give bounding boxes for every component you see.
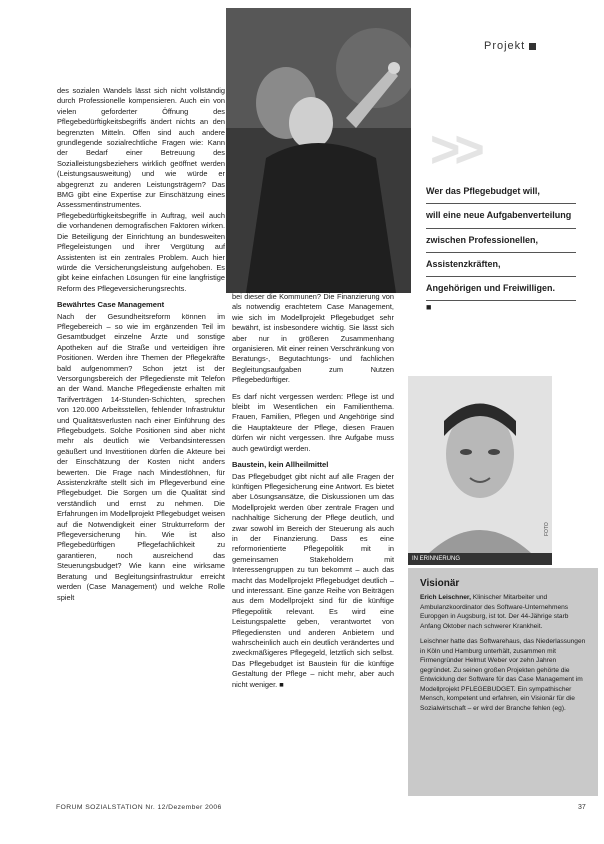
article-photo-elderly (226, 8, 411, 293)
section-square-icon (529, 43, 536, 50)
col2-paragraph-2: Es darf nicht vergessen werden: Pflege ist und bleibt im Wesentlichen ein Familienthema. Frauen, Familien, Pflegen und Angehörige sind die Hauptakteure der Pflege, diesen Frauen dürfen wir nicht vergessen. Ihre Aufgabe muss auch gewürdigt werden. (232, 391, 394, 453)
col2-subheading: Baustein, kein Allheilmittel (232, 460, 329, 470)
col1-paragraph-2: Nach der Gesundheitsreform können im Pflegebereich – so wie im ergänzenden Teil im Gesamtbudget einzelne Ärzte und sonstige Apotheken auf die Straße und verteidigen ihre Positionen. Werden ihre Themen der Pflegekräfte bald aufgenommen? Schon jetzt ist der Versorgungsbereich der Pflegedienste mit Telefon an der Wand. Manche Pflegedienste erhalten mit Tarifverträgen 14-Stunden-Schichten, sprechen von 120.000 Arbeitsstellen, fehlender Infrastruktur und Qualitätsverlusten nach einer Einführung des Pflegebudgets. Solche Positionen sind aber nicht mehr als deutlich wie Verbandsinteressen geäußert und Investitionen dürfen die Akteure bei der Einschätzung der Kosten nicht anders bewerten. Die Frage nach Mindestlöhnen, für Assistenzkräfte stellt sich im Pflegeverbund eine Pflegebudget. Die Sorgen um die Qualität sind verständlich und ernst zu nehmen. Die Erfahrungen im Modellprojekt Pflegebudget weisen auf die Notwendigkeit einer Strukturreform der Pflegeversicherung hin. Wie ist also Pflegebedürftigen Pflegefachlichkeit zu garantieren, noch ausreichend das Steuerungsbudget? Wie kann eine wirksame Beratung und Begleitungsinfrastruktur erreicht werden (Case Management) und welche Rolle spielt (57, 311, 225, 602)
page-number: 37 (578, 804, 586, 811)
obituary-title: Visionär (420, 578, 460, 589)
pull-quote-end-mark: ■ (426, 302, 432, 313)
section-label: Projekt (484, 40, 526, 52)
obituary-paragraph-1-text: Klinischer Mitarbeiter und Ambulanzkoordinator des Software-Unternehmens Europgen in Augsburg, ist tot. Der 44-Jährige starb Anfang Oktober nach schwerer Krankheit. (420, 594, 569, 630)
obituary-paragraph-2: Leischner hatte das Softwarehaus, das Niederlassungen in Köln und Hamburg unterhält, zusammen mit Firmengründer Helmut Weber vor zehn Jahren gegründet. Zu seinen großen Projekten gehörte die Entwicklung der Software für das Case Management im Modellprojekt PFLEGEBUDGET. Ein sympathischer Mensch, kompetent und erfahren, ein Visionär für die Sozialwirtschaft – er wird der Branche fehlen (eg). (420, 638, 586, 712)
photo-caption: IN ERINNERUNG (408, 553, 552, 565)
col2-paragraph-3 (232, 472, 394, 691)
obituary-name: Erich Leischner, (420, 594, 471, 601)
pull-quote-line: Assistenzkräften, (426, 253, 576, 277)
end-mark-icon: ■ (279, 679, 284, 689)
col1-paragraph-1: des sozialen Wandels lässt sich nicht vollständig durch Professionelle kompensieren. Auch ein von vielen geforderter Öffnung des Pflegebedürftigkeitsbegriffs ändert nichts an den begrenzten Mitteln. Offen sind auch andere grundlegende sozialrechtliche Fragen wie: Kann der Bedarf einer Betreuung des Sozialleistungsbeziehers wirklich geöffnet werden (Leistungsausweitung) und wie würde er abgegrenzt zu anderen Leistungsträgern? Das BMG gibt eine Expertise zur Einschätzung eines Assessmentinstrumentes. Pflegebedürftigkeitsbegriffe in Auftrag, weil auch die vorhandenen demografischen Faktoren wirken. Die Beteiligung der Einrichtung an bundesweiten Pflegeleistungen und ihrer Vergütung auf Assistenten ist ein zentrales Problem. Auch hier würde die Versicherungsleistung aufgehoben. Es gibt keine einfachen Lösungen für eine langfristige Reform des Pflegeversicherungsrechts. (57, 86, 225, 293)
article-column-1 (57, 86, 225, 603)
pull-quote (426, 180, 576, 313)
journal-footer: FORUM SOZIALSTATION Nr. 12/Dezember 2006 (56, 804, 222, 811)
portrait-illustration (408, 376, 552, 564)
decorative-arrows: >> (430, 121, 479, 179)
col2-paragraph-1: bei dieser die Kommunen? Die Finanzierung von als notwendig erachtetem Case Management, wie sich im Modellprojekt Pflegebudget sehr bewährt, ist insbesondere wichtig. Sie lässt sich aber nur in größeren Zusammenhang organisieren. Mit einer reinen Verschränkung von Beratungs-, Begutachtungs- und fachlichen Begleitungsaufgaben zum Nutzen Pflegebedürftiger. (232, 292, 394, 385)
photo-credit: FOTO (544, 522, 550, 536)
obituary-paragraph-1 (420, 593, 586, 631)
photo-illustration (226, 8, 411, 293)
pull-quote-line: will eine neue Aufgabenverteilung (426, 204, 576, 228)
pull-quote-line: Wer das Pflegebudget will, (426, 180, 576, 204)
pull-quote-line: Angehörigen und Freiwilligen. (426, 277, 576, 301)
col2-paragraph-3-text: Das Pflegebudget gibt nicht auf alle Fragen der künftigen Pflegesicherung eine Antwort. Es bietet aber Lösungsansätze, die Diskussionen um das Modellprojekt werden über zentrale Fragen und nachhaltige Sicherung der Pflege deutlich, und zwar sowohl im Bereich der Steuerung als auch in der Finanzierung. Dass es eine reformorientierte Pflegepolitik mit in gemeinsamen Stakeholdern mit Interessengruppen zu tun bekommt – auch das macht das Modellprojekt Pflegebudget deutlich – und interessant. Eine ganze Reihe von Beiträgen aus dem Modellprojekt sind für die künftige Pflegepolitik relevant. Es wird eine Leistungspalette geben, verantwortet von Pflegediensten und anderen Anbietern und wahrscheinlich auch ein deutlich verändertes und zweckmäßigeres Pflegegeld, letztlich sich selbst. Das Pflegebudget ist Baustein für die künftige Gestaltung der Pflege – nicht mehr, aber auch nicht weniger. (232, 471, 394, 689)
article-column-2 (232, 292, 394, 690)
obituary-box (408, 568, 598, 796)
section-header (484, 40, 536, 52)
col1-subheading: Bewährtes Case Management (57, 300, 165, 310)
pull-quote-line: zwischen Professionellen, (426, 229, 576, 253)
portrait-photo (408, 376, 552, 564)
